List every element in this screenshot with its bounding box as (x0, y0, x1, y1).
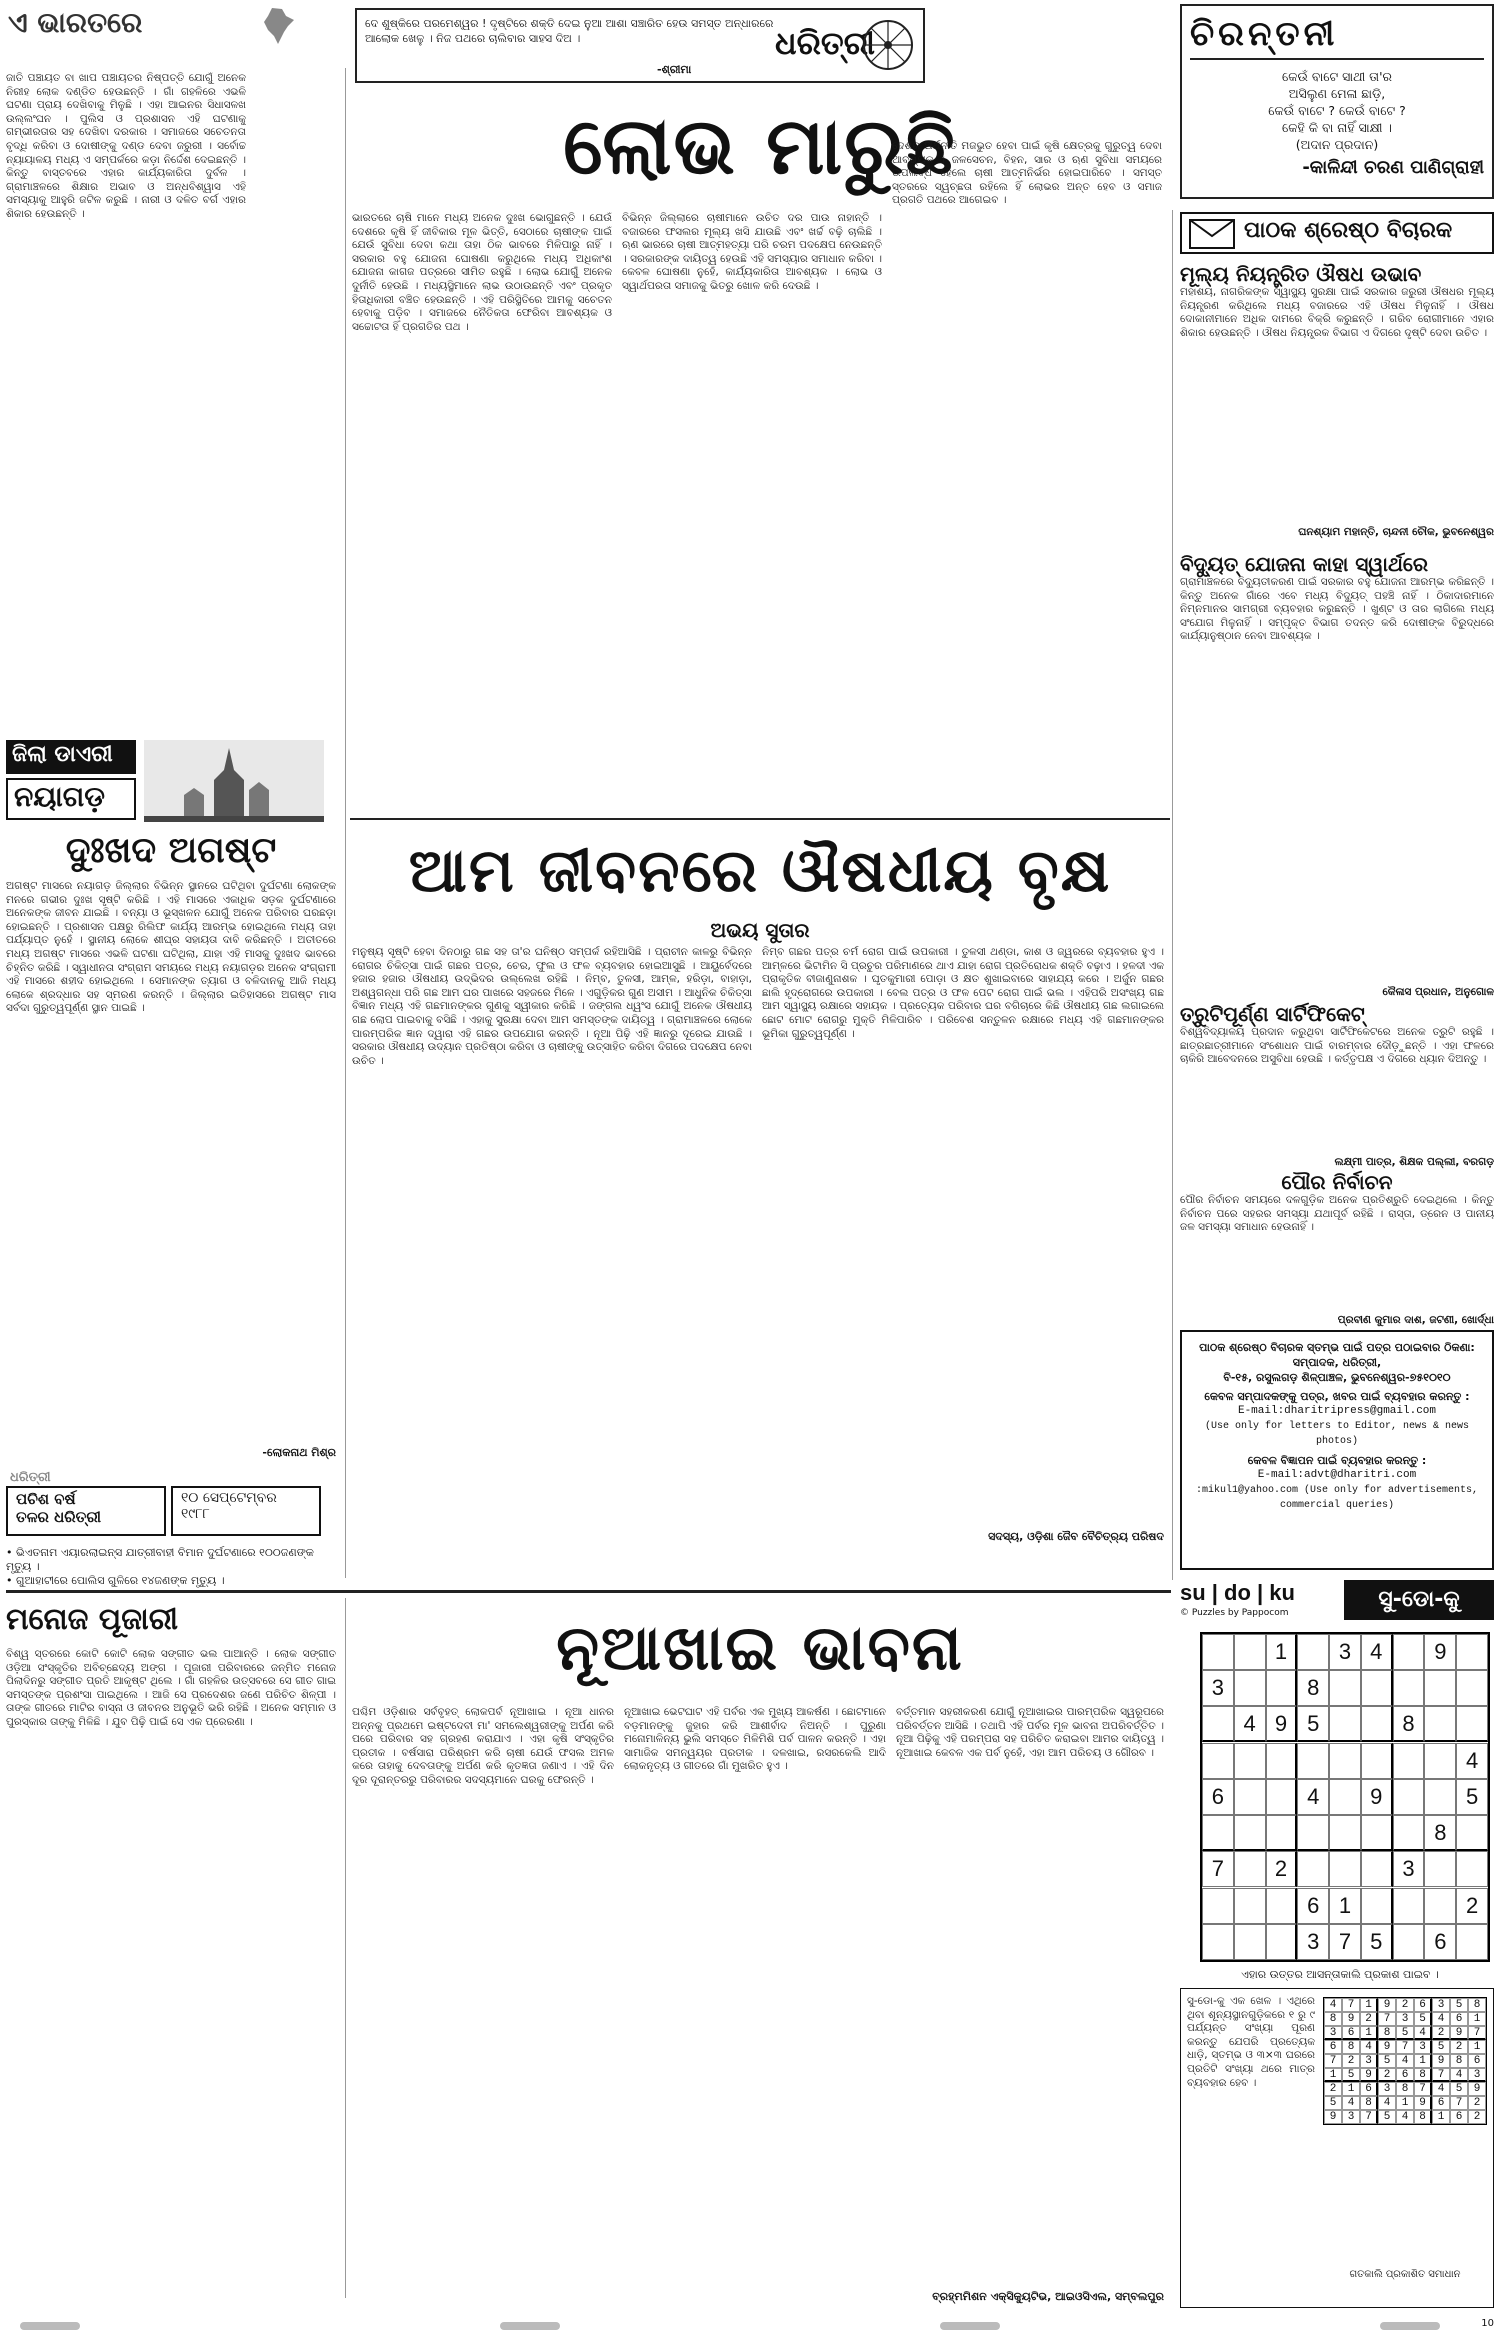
solution-cell: 4 (1342, 2096, 1360, 2110)
masthead-left-label (8, 6, 298, 46)
anniv-item: • ଗୁଆହାଟୀରେ ପୋଲିସ ଗୁଳିରେ ୧୪ଜଣଙ୍କ ମୃତ୍ୟୁ । (6, 1574, 225, 1587)
bottom-section-rule (6, 1590, 1171, 1593)
anniv-item-text: ଭିଏତନାମ ଏୟାରଲାଇନ୍ସ ଯାତ୍ରୀବାହୀ ବିମାନ ଦୁର୍ଘଟଣାରେ ୧୦୦ଜଣଙ୍କ ମୃତ୍ୟୁ । (6, 1546, 314, 1573)
sudoku-cell[interactable] (1266, 1743, 1298, 1779)
solution-cell: 1 (1414, 2054, 1432, 2068)
sudoku-prev-solution (1323, 1997, 1487, 2125)
anniv-tag: ଧରିତ୍ରୀ (10, 1470, 51, 1485)
solution-cell: 2 (1432, 2026, 1450, 2040)
letter-sign: ପ୍ରବୀଣ କୁମାର ଦାଶ, ଜଟଣୀ, ଖୋର୍ଦ୍ଧା (1337, 1314, 1494, 1326)
sudoku-rules-box (1180, 1988, 1494, 2308)
solution-cell: 7 (1414, 2082, 1432, 2096)
solution-cell: 2 (1450, 2040, 1468, 2054)
solution-cell: 5 (1378, 2054, 1396, 2068)
solution-cell: 6 (1396, 2068, 1414, 2082)
letter-sign: କୈଳାସ ପ୍ରଧାନ, ଅନୁଗୋଳ (1382, 986, 1494, 998)
solution-cell: 7 (1342, 1998, 1360, 2012)
sudoku-cell[interactable] (1202, 1888, 1234, 1924)
solution-cell: 7 (1432, 2068, 1450, 2082)
solution-cell: 6 (1324, 2040, 1342, 2054)
sudoku-cell: 5 (1361, 1924, 1393, 1960)
sudoku-cell[interactable] (1234, 1779, 1266, 1815)
solution-cell: 1 (1342, 2082, 1360, 2096)
poem-line: କେଉଁ ବାଟେ ? କେଉଁ ବାଟେ ? (1268, 103, 1406, 118)
poem-line: ଅସିଲୁଣ ମେଳା ଛାଡ଼ି, (1288, 86, 1386, 101)
column-divider (345, 68, 346, 1578)
solution-cell: 8 (1342, 2040, 1360, 2054)
sudoku-cell[interactable] (1234, 1888, 1266, 1924)
anniv-date-box (171, 1486, 321, 1536)
solution-cell: 3 (1378, 2082, 1396, 2096)
footer-mark (20, 2322, 80, 2330)
sudoku-cell: 3 (1393, 1851, 1425, 1887)
sudoku-cell[interactable] (1266, 1888, 1298, 1924)
sudoku-cell: 7 (1329, 1924, 1361, 1960)
bottom-left-headline: ମନୋଜ ପୂଜାରୀ (6, 1602, 179, 1637)
solution-cell: 5 (1432, 2040, 1450, 2054)
letter-1 (1180, 262, 1494, 539)
solution-cell: 8 (1414, 2110, 1432, 2124)
sudoku-cell[interactable] (1202, 1924, 1234, 1960)
solution-cell: 6 (1360, 2082, 1378, 2096)
sudoku-cell[interactable] (1234, 1670, 1266, 1706)
sudoku-cell: 6 (1424, 1924, 1456, 1960)
sudoku-cell: 4 (1361, 1634, 1393, 1670)
sudoku-cell[interactable] (1424, 1743, 1456, 1779)
solution-cell: 9 (1468, 2082, 1486, 2096)
district-diary (6, 740, 326, 822)
sudoku-cell[interactable] (1393, 1815, 1425, 1851)
solution-cell: 3 (1414, 2040, 1432, 2054)
column-divider (1172, 210, 1173, 1580)
chakra-icon (861, 18, 915, 72)
quote-box (355, 8, 925, 83)
editorial-col1: ଭାରତରେ ଚାଷି ମାନେ ମଧ୍ୟ ଅନେକ ଦୁଃଖ ଭୋଗୁଛନ୍ତି । ଯେଉଁ ଦେଶରେ କୃଷି ହିଁ ଜୀବିକାର ମୂଳ ଭିତ୍ତି, ସେଠାରେ ଚାଷୀଙ୍କ ପାଇଁ ଯେଉଁ ସୁବିଧା ଦେବା କଥା ତାହା ଠିକ ଭାବରେ ମିଳିପାରୁ ନାହିଁ । ସରକାର ବହୁ ଯୋଜନା ଘୋଷଣା କରୁଥିଲେ ମଧ୍ୟ ଅଧିକାଂଶ ଯୋଜନା କାଗଜ ପତ୍ରରେ ସୀମିତ ରହୁଛି । ଲୋଭ ଯୋଗୁଁ ଅନେକ ଦୁର୍ନୀତି ହେଉଛି । ମଧ୍ୟସ୍ଥିମାନେ ଲାଭ ଉଠାଉଛନ୍ତି ଏବଂ ପ୍ରକୃତ ହିତାଧିକାରୀ ବଞ୍ଚିତ ହେଉଛନ୍ତି । ଏହି ପରିସ୍ଥିତିରେ ଆମକୁ ସଚେତନ ହେବାକୁ ପଡ଼ିବ । ସମାଜରେ ନୈତିକତା ଫେରିବା ଆବଶ୍ୟକ ଓ ସଚ୍ଚୋଟତା ହିଁ ପ୍ରଗତିର ପଥ । (352, 212, 612, 333)
sudoku-cell: 4 (1297, 1779, 1329, 1815)
feature-author: ଅଭୟ ସୁତାର (710, 918, 810, 942)
sudoku-cell[interactable] (1297, 1743, 1329, 1779)
story-headline: ଦୁଃଖଦ ଅଗଷ୍ଟ (65, 830, 277, 871)
letter-3 (1180, 1002, 1494, 1169)
sudoku-cell[interactable] (1361, 1706, 1393, 1742)
solution-cell: 7 (1396, 2040, 1414, 2054)
sudoku-cell[interactable] (1202, 1743, 1234, 1779)
bharat-label: ଏ ଭାରତରେ (8, 6, 143, 39)
quote-text: ଦେ ଶୁଷ୍କିରେ ପରମେଶ୍ୱର ! ଦୃଷ୍ଟିରେ ଶକ୍ତି ଦେଇ ନୁଆ ଆଶା ସଞ୍ଚାରିତ ହେଉ ସମସ୍ତ ଅନ୍ଧାରରେ ଆଲୋକ ଖେଳୁ । ନିଜ ପଥରେ ଚାଲିବାର ସାହସ ଦିଅ । (365, 17, 774, 45)
editorial-col2: ବିଭିନ୍ନ ଜିଲ୍ଲାରେ ଚାଷୀମାନେ ଉଚିତ ଦର ପାଉ ନାହାନ୍ତି । ବଜାରରେ ଫସଲର ମୂଲ୍ୟ ଖସି ଯାଉଛି ଏବଂ ଖର୍ଚ୍ଚ ବଢ଼ି ଚାଲିଛି । ଋଣ ଭାରରେ ଚାଷୀ ଆତ୍ମହତ୍ୟା ପରି ଚରମ ପଦକ୍ଷେପ ନେଉଛନ୍ତି । ସରକାରଙ୍କ ଦାୟିତ୍ୱ ହେଉଛି ଏହି ସମସ୍ୟାର ସମାଧାନ କରିବା । କେବଳ ଘୋଷଣା ନୁହେଁ, କାର୍ଯ୍ୟକାରିତା ଆବଶ୍ୟକ । ଲୋଭ ଓ ସ୍ୱାର୍ଥପରତା ସମାଜକୁ ଭିତରୁ ଖୋଳ କରି ଦେଉଛି । (622, 212, 882, 292)
sudoku-cell[interactable] (1329, 1851, 1361, 1887)
solution-cell: 9 (1378, 1998, 1396, 2012)
feature-col1: ମନୁଷ୍ୟ ସୃଷ୍ଟି ହେବା ଦିନଠାରୁ ଗଛ ସହ ତା'ର ଘନିଷ୍ଠ ସମ୍ପର୍କ ରହିଆସିଛି । ପ୍ରାଚୀନ କାଳରୁ ବିଭିନ୍ନ ରୋଗର ଚିକିତ୍ସା ପାଇଁ ଗଛର ପତ୍ର, ଚେର, ଫୁଲ ଓ ଫଳ ବ୍ୟବହାର ହୋଇଆସୁଛି । ଆୟୁର୍ବେଦରେ ହଜାର ହଜାର ଔଷଧୀୟ ଉଦ୍ଭିଦର ଉଲ୍ଲେଖ ରହିଛି । ନିମ୍ବ, ତୁଳସୀ, ଆମ୍ଳ, ହରିଡ଼ା, ବାହାଡ଼ା, ଅଶ୍ୱଗନ୍ଧା ପରି ଗଛ ଆମ ଘର ପାଖରେ ସହଜରେ ମିଳେ । ଏଗୁଡ଼ିକର ଗୁଣ ଅସୀମ । ଆଧୁନିକ ଚିକିତ୍ସା ବିଜ୍ଞାନ ମଧ୍ୟ ଏହି ଗଛମାନଙ୍କର ଗୁଣକୁ ସ୍ୱୀକାର କରିଛି । ଜଙ୍ଗଲ ଧ୍ୱଂସ ଯୋଗୁଁ ଅନେକ ଔଷଧୀୟ ଗଛ ଲୋପ ପାଇବାକୁ ବସିଛି । ଏହାକୁ ସୁରକ୍ଷା ଦେବା ଆମ ସମସ୍ତଙ୍କ ଦାୟିତ୍ୱ । ଗ୍ରାମାଞ୍ଚଳରେ ଲୋକେ ପାରମ୍ପରିକ ଜ୍ଞାନ ଦ୍ୱାରା ଏହି ଗଛର ଉପଯୋଗ କରନ୍ତି । ନୂଆ ପିଢ଼ି ଏହି ଜ୍ଞାନରୁ ଦୂରେଇ ଯାଉଛି । ସରକାର ଔଷଧୀୟ ଉଦ୍ୟାନ ପ୍ରତିଷ୍ଠା କରିବା ଓ ଚାଷୀଙ୍କୁ ଉତ୍ସାହିତ କରିବା ଦିଗରେ ପଦକ୍ଷେପ ନେବା ଉଚିତ । (352, 946, 752, 1067)
sudoku-cell[interactable] (1393, 1743, 1425, 1779)
letter-title: ବିଦ୍ୟୁତ୍ ଯୋଜନା କାହା ସ୍ୱାର୍ଥରେ (1180, 552, 1429, 576)
sudoku-cell[interactable] (1424, 1670, 1456, 1706)
chirantani-box (1180, 4, 1494, 199)
solution-cell: 8 (1324, 2012, 1342, 2026)
sudoku-cell[interactable] (1361, 1888, 1393, 1924)
paper-name: ଧରିତ୍ରୀ (775, 24, 875, 62)
letter-text: ପୌର ନିର୍ବାଚନ ସମୟରେ ଦଳଗୁଡ଼ିକ ଅନେକ ପ୍ରତିଶ୍ରୁତି ଦେଇଥିଲେ । କିନ୍ତୁ ନିର୍ବାଚନ ପରେ ସହରର ସମସ୍ୟା ଯଥାପୂର୍ବ ରହିଛି । ରାସ୍ତା, ଡ୍ରେନ ଓ ପାନୀୟ ଜଳ ସମସ୍ୟା ସମାଧାନ ହେଉନାହିଁ । (1180, 1194, 1494, 1234)
solution-cell: 3 (1396, 2012, 1414, 2026)
sudoku-header (1180, 1580, 1494, 1626)
solution-cell: 1 (1468, 2040, 1486, 2054)
solution-cell: 2 (1342, 2054, 1360, 2068)
solution-cell: 1 (1360, 1998, 1378, 2012)
address-line: କେବଳ ବିଜ୍ଞାପନ ପାଇଁ ବ୍ୟବହାର କରନ୍ତୁ : (1247, 1454, 1427, 1467)
sudoku-cell[interactable] (1456, 1924, 1488, 1960)
solution-cell: 7 (1324, 2054, 1342, 2068)
sudoku-grid[interactable] (1200, 1632, 1490, 1962)
page-number: 10 (1481, 2318, 1494, 2329)
sudoku-cell: 6 (1202, 1779, 1234, 1815)
bottom-col2: ନୂଆଖାଇ ଭେଟଘାଟ ଏହି ପର୍ବର ଏକ ମୁଖ୍ୟ ଆକର୍ଷଣ । ଛୋଟମାନେ ବଡ଼ମାନଙ୍କୁ ଜୁହାର କରି ଆଶୀର୍ବାଦ ନିଅନ୍ତି । ପୁରୁଣା ମନୋମାଳିନ୍ୟ ଭୁଲି ସମସ୍ତେ ମିଳିମିଶି ପର୍ବ ପାଳନ କରନ୍ତି । ଏହା ସାମାଜିକ ସମନ୍ୱୟର ପ୍ରତୀକ । ଦଳଖାଇ, ରସରକେଲି ଆଦି ଲୋକନୃତ୍ୟ ଓ ଗୀତରେ ଗାଁ ମୁଖରିତ ହୁଏ । (624, 1706, 886, 1773)
solution-cell: 9 (1414, 2096, 1432, 2110)
solution-cell: 9 (1342, 2012, 1360, 2026)
chirantani-author: -କାଳିନ୍ଦୀ ଚରଣ ପାଣିଗ୍ରାହୀ (1302, 157, 1484, 178)
solution-cell: 4 (1432, 2082, 1450, 2096)
solution-cell: 3 (1342, 2110, 1360, 2124)
solution-cell: 2 (1378, 2068, 1396, 2082)
solution-cell: 5 (1450, 2082, 1468, 2096)
letter-text: ମହାଶୟ, ନାଗରିକଙ୍କ ସ୍ୱାସ୍ଥ୍ୟ ସୁରକ୍ଷା ପାଇଁ ସରକାର ଜରୁରୀ ଔଷଧର ମୂଲ୍ୟ ନିୟନ୍ତ୍ରଣ କରିଥିଲେ ମଧ୍ୟ ବଜାରରେ ଏହି ଔଷଧ ମିଳୁନାହିଁ । ଔଷଧ ଦୋକାନୀମାନେ ଅଧିକ ଦାମରେ ବିକ୍ରି କରୁଛନ୍ତି । ଗରିବ ରୋଗୀମାନେ ଏହାର ଶିକାର ହେଉଛନ୍ତି । ଔଷଧ ନିୟନ୍ତ୍ରକ ବିଭାଗ ଏ ଦିଗରେ ଦୃଷ୍ଟି ଦେବା ଉଚିତ । (1180, 286, 1494, 339)
sudoku-title: ସୁ-ଡୋ-କୁ (1344, 1580, 1494, 1620)
sudoku-cell[interactable] (1297, 1634, 1329, 1670)
solution-cell: 1 (1396, 2096, 1414, 2110)
letter-title: ପୌର ନିର୍ବାଚନ (1281, 1170, 1393, 1194)
sudoku-cell[interactable] (1202, 1815, 1234, 1851)
letter-2 (1180, 552, 1494, 999)
solution-cell: 8 (1378, 2026, 1396, 2040)
editorial-bottom-rule (350, 818, 1170, 820)
sudoku-cell[interactable] (1329, 1743, 1361, 1779)
readers-title-box (1180, 212, 1494, 254)
sudoku-cell[interactable] (1393, 1888, 1425, 1924)
solution-cell: 4 (1450, 2068, 1468, 2082)
left-column-text: ଜାତି ପଞ୍ଚାୟତ ବା ଖାପ ପଞ୍ଚାୟତର ନିଷ୍ପତ୍ତି ଯୋଗୁଁ ଅନେକ ନିରୀହ ଲୋକ ଦଣ୍ଡିତ ହେଉଛନ୍ତି । ଗାଁ ଗହଳିରେ ଏଭଳି ଘଟଣା ପ୍ରାୟ ଦେଖିବାକୁ ମିଳୁଛି । ଏହା ଆଇନର ସିଧାସଳଖ ଉଲ୍ଲଂଘନ । ପୁଲିସ ଓ ପ୍ରଶାସନ ଏହି ଘଟଣାକୁ ଗମ୍ଭୀରତାର ସହ ଦେଖିବା ଦରକାର । ସମାଜରେ ସଚେତନତା ବୃଦ୍ଧି କରିବା ଓ ଦୋଷୀଙ୍କୁ ଦଣ୍ଡ ଦେବା ଜରୁରୀ । ସର୍ବୋଚ୍ଚ ନ୍ୟାୟାଳୟ ମଧ୍ୟ ଏ ସମ୍ପର୍କରେ କଡ଼ା ନିର୍ଦ୍ଦେଶ ଦେଇଛନ୍ତି । କିନ୍ତୁ ବାସ୍ତବରେ ଏହାର କାର୍ଯ୍ୟକାରିତା ଦୁର୍ବଳ । ଗ୍ରାମାଞ୍ଚଳରେ ଶିକ୍ଷାର ଅଭାବ ଓ ଅନ୍ଧବିଶ୍ୱାସ ଏହି ସମସ୍ୟାକୁ ଆହୁରି ଜଟିଳ କରୁଛି । ନାରୀ ଓ ଦଳିତ ବର୍ଗ ଏହାର ଶିକାର ହେଉଛନ୍ତି । (6, 72, 246, 220)
sudoku-cell: 4 (1234, 1706, 1266, 1742)
anniv-line2: ତଳର ଧରିତ୍ରୀ (16, 1508, 101, 1526)
solution-cell: 4 (1396, 2110, 1414, 2124)
story-author: -ଲୋକନାଥ ମିଶ୍ର (262, 1446, 336, 1459)
readers-section-title: ପାଠକ ଶ୍ରେଷ୍ଠ ବିଚାରକ (1244, 218, 1453, 243)
solution-cell: 5 (1414, 2012, 1432, 2026)
sudoku-cell[interactable] (1234, 1743, 1266, 1779)
solution-cell: 1 (1432, 2110, 1450, 2124)
paper-logo (775, 18, 915, 74)
bottom-left-text: ବିଶ୍ୱ ସ୍ତରରେ କୋଟି କୋଟି ଲୋକ ସଙ୍ଗୀତ ଭଲ ପାଆନ୍ତି । ଲୋକ ସଙ୍ଗୀତ ଓଡ଼ିଆ ସଂସ୍କୃତିର ଅବିଚ୍ଛେଦ୍ୟ ଅଙ୍ଗ । ପୂଜାରୀ ପରିବାରରେ ଜନ୍ମିତ ମନୋଜ ପିଲାଦିନରୁ ସଙ୍ଗୀତ ପ୍ରତି ଆକୃଷ୍ଟ ଥିଲେ । ଗାଁ ଗହଳିର ଉତ୍ସବରେ ସେ ଗୀତ ଗାଇ ସମସ୍ତଙ୍କ ପ୍ରଶଂସା ପାଇଥିଲେ । ଆଜି ସେ ପ୍ରଦେଶର ଜଣେ ପରିଚିତ ଶିଳ୍ପୀ । ତାଙ୍କ ଗୀତରେ ମାଟିର ବାସ୍ନା ଓ ଜୀବନର ଅନୁଭୂତି ଭରି ରହିଛି । ଅନେକ ସମ୍ମାନ ଓ ପୁରସ୍କାର ତାଙ୍କୁ ମିଳିଛି । ଯୁବ ପିଢ଼ି ପାଇଁ ସେ ଏକ ପ୍ରେରଣା । (6, 1648, 336, 1728)
sudoku-cell: 4 (1456, 1743, 1488, 1779)
poem-line: କେଉଁ ବାଟେ ସାଥୀ ତା'ର (1281, 69, 1393, 84)
letter-sign: ଲକ୍ଷ୍ମୀ ପାତ୍ର, ଶିକ୍ଷକ ପଲ୍ଲୀ, ବରଗଡ଼ (1334, 1156, 1494, 1168)
letter-4 (1180, 1170, 1494, 1327)
solution-cell: 6 (1450, 2110, 1468, 2124)
solution-cell: 3 (1468, 2068, 1486, 2082)
solution-cell: 4 (1396, 2054, 1414, 2068)
bottom-signoff: ବ୍ରହ୍ମମିଶନ ଏକ୍ସିକ୍ୟୁଟିଭ, ଆଇଓସିଏଲ, ସମ୍ବଲପୁର (932, 2290, 1164, 2303)
sudoku-cell: 9 (1361, 1779, 1393, 1815)
bottom-col3: ବର୍ତ୍ତମାନ ସହରୀକରଣ ଯୋଗୁଁ ନୂଆଖାଇର ପାରମ୍ପରିକ ସ୍ୱରୂପରେ ପରିବର୍ତ୍ତନ ଆସିଛି । ତଥାପି ଏହି ପର୍ବର ମୂଳ ଭାବନା ଅପରିବର୍ତ୍ତିତ । ନୂଆ ପିଢ଼ିକୁ ଏହି ପରମ୍ପରା ସହ ପରିଚିତ କରାଇବା ଆମର ଦାୟିତ୍ୱ । ନୂଆଖାଇ କେବଳ ଏକ ପର୍ବ ନୁହେଁ, ଏହା ଆମ ପରିଚୟ ଓ ଗୌରବ । (896, 1706, 1164, 1759)
email-note: (Use only for letters to Editor, news & news photos) (1204, 1421, 1470, 1447)
solution-cell: 4 (1414, 2026, 1432, 2040)
sudoku-cell: 8 (1393, 1706, 1425, 1742)
anniv-line1: ପଚିଶ ବର୍ଷ (16, 1490, 76, 1508)
solution-cell: 1 (1324, 2068, 1342, 2082)
sudoku-logo-sub: © Puzzles by Pappocom (1180, 1608, 1289, 1618)
solution-cell: 2 (1468, 2110, 1486, 2124)
sudoku-cell[interactable] (1266, 1779, 1298, 1815)
sudoku-cell[interactable] (1456, 1851, 1488, 1887)
email-link[interactable]: E-mail:advt@dharitri.com (1257, 1469, 1417, 1481)
solution-cell: 6 (1450, 2012, 1468, 2026)
sudoku-cell: 9 (1424, 1634, 1456, 1670)
sudoku-cell: 8 (1297, 1670, 1329, 1706)
solution-cell: 4 (1378, 2096, 1396, 2110)
sudoku-cell: 3 (1297, 1924, 1329, 1960)
sudoku-cell[interactable] (1424, 1706, 1456, 1742)
sudoku-cell: 5 (1456, 1779, 1488, 1815)
feature-headline: ଆମ ଜୀବନରେ ଔଷଧୀୟ ବୃକ୍ଷ (408, 836, 1112, 906)
solution-cell: 7 (1378, 2012, 1396, 2026)
sudoku-cell[interactable] (1361, 1851, 1393, 1887)
address-line: ସମ୍ପାଦକ, ଧରିତ୍ରୀ, (1292, 1356, 1382, 1369)
solution-cell: 9 (1450, 2026, 1468, 2040)
poem-line: କେହି କି ବା ନାହିଁ ସାକ୍ଷୀ । (1281, 120, 1393, 135)
solution-cell: 3 (1432, 1998, 1450, 2012)
sudoku-answer-note: ଏହାର ଉତ୍ତର ଆସନ୍ତାକାଲି ପ୍ରକାଶ ପାଇବ । (1241, 1968, 1439, 1981)
sudoku-cell[interactable] (1424, 1779, 1456, 1815)
sudoku-cell[interactable] (1361, 1743, 1393, 1779)
email-link[interactable]: E-mail:dharitripress@gmail.com (1237, 1405, 1437, 1417)
anniversary-box (6, 1470, 336, 1540)
feature-col2: ନିମ୍ବ ଗଛର ପତ୍ର ଚର୍ମ ରୋଗ ପାଇଁ ଉପକାରୀ । ତୁଳସୀ ଥଣ୍ଡା, କାଶ ଓ ଜ୍ୱରରେ ବ୍ୟବହାର ହୁଏ । ଆମ୍ଳରେ ଭିଟାମିନ ସି ପ୍ରଚୁର ପରିମାଣରେ ଥାଏ ଯାହା ରୋଗ ପ୍ରତିରୋଧକ ଶକ୍ତି ବଢ଼ାଏ । ହଳଦୀ ଏକ ପ୍ରାକୃତିକ ବୀଜାଣୁନାଶକ । ଘୃତକୁମାରୀ ପୋଡ଼ା ଓ କ୍ଷତ ଶୁଖାଇବାରେ ସାହାଯ୍ୟ କରେ । ଅର୍ଜୁନ ଗଛର ଛାଲି ହୃଦ୍‌ରୋଗରେ ଉପକାରୀ । ବେଲ ପତ୍ର ଓ ଫଳ ପେଟ ରୋଗ ପାଇଁ ଭଲ । ଏହିପରି ଅସଂଖ୍ୟ ଗଛ ଆମ ସ୍ୱାସ୍ଥ୍ୟ ରକ୍ଷାରେ ସହାୟକ । ପ୍ରତ୍ୟେକ ପରିବାର ଘର ବଗିଚାରେ କିଛି ଔଷଧୀୟ ଗଛ ଲଗାଇଲେ ଛୋଟ ମୋଟ ରୋଗରୁ ମୁକ୍ତି ମିଳିପାରିବ । ପରିବେଶ ସନ୍ତୁଳନ ରକ୍ଷାରେ ମଧ୍ୟ ଏହି ଗଛମାନଙ୍କର ଭୂମିକା ଗୁରୁତ୍ୱପୂର୍ଣ୍ଣ । (762, 946, 1164, 1040)
solution-cell: 7 (1450, 2096, 1468, 2110)
letter-sign: ଘନଶ୍ୟାମ ମହାନ୍ତି, ଚାନ୍ଦନୀ ଚୌକ, ଭୁବନେଶ୍ୱର (1298, 526, 1494, 538)
footer-bar (0, 2318, 1500, 2334)
sudoku-cell[interactable] (1361, 1815, 1393, 1851)
solution-cell: 1 (1360, 2026, 1378, 2040)
sudoku-cell[interactable] (1456, 1706, 1488, 1742)
solution-cell: 3 (1324, 2026, 1342, 2040)
feature-signoff: ସଦସ୍ୟ, ଓଡ଼ିଶା ଜୈବ ବୈଚିତ୍ର୍ୟ ପରିଷଦ (988, 1530, 1164, 1543)
sudoku-cell[interactable] (1329, 1815, 1361, 1851)
sudoku-cell[interactable] (1456, 1634, 1488, 1670)
temple-photo (144, 740, 324, 822)
solution-cell: 7 (1360, 2110, 1378, 2124)
sudoku-cell: 3 (1329, 1634, 1361, 1670)
sudoku-cell[interactable] (1456, 1815, 1488, 1851)
solution-cell: 8 (1360, 2096, 1378, 2110)
sudoku-cell[interactable] (1297, 1851, 1329, 1887)
solution-cell: 6 (1414, 1998, 1432, 2012)
sudoku-cell: 8 (1424, 1815, 1456, 1851)
sudoku-cell: 2 (1456, 1888, 1488, 1924)
solution-cell: 2 (1360, 2012, 1378, 2026)
solution-cell: 2 (1468, 2096, 1486, 2110)
anniv-date2: ୧୯୮୮ (181, 1506, 210, 1522)
editorial-col3: ଦେଶର ଅର୍ଥନୀତି ମଜଭୁତ ହେବା ପାଇଁ କୃଷି କ୍ଷେତ୍ରକୁ ଗୁରୁତ୍ୱ ଦେବା ଆବଶ୍ୟକ । ଜଳସେଚନ, ବିହନ, ସାର ଓ ଋଣ ସୁବିଧା ସମୟରେ ଉପଲବ୍ଧ ହେଲେ ଚାଷୀ ଆତ୍ମନିର୍ଭର ହୋଇପାରିବେ । ସମସ୍ତ ସ୍ତରରେ ସ୍ୱଚ୍ଛତା ରହିଲେ ହିଁ ଲୋଭର ଅନ୍ତ ହେବ ଓ ସମାଜ ପ୍ରଗତି ପଥରେ ଆଗେଇବ । (892, 140, 1162, 207)
solution-cell: 6 (1432, 2096, 1450, 2110)
sudoku-cell[interactable] (1393, 1924, 1425, 1960)
letter-title: ତ୍ରୁଟିପୂର୍ଣ୍ଣ ସାର୍ଟିଫିକେଟ୍ (1180, 1002, 1365, 1026)
chirantani-title: ଚିରନ୍ତନୀ (1190, 14, 1484, 60)
sudoku-cell[interactable] (1456, 1670, 1488, 1706)
sudoku-cell[interactable] (1329, 1706, 1361, 1742)
anniv-items (6, 1546, 336, 1588)
solution-cell: 2 (1324, 2082, 1342, 2096)
solution-cell: 8 (1450, 2054, 1468, 2068)
sudoku-cell: 3 (1202, 1670, 1234, 1706)
bottom-col1: ପଶ୍ଚିମ ଓଡ଼ିଶାର ସର୍ବବୃହତ୍ ଲୋକପର୍ବ ନୂଆଖାଇ । ନୂଆ ଧାନର ଅନ୍ନକୁ ପ୍ରଥମେ ଇଷ୍ଟଦେବୀ ମା' ସମଲେଶ୍ୱରୀଙ୍କୁ ଅର୍ପଣ କରି ପରେ ପରିବାର ସହ ଗ୍ରହଣ କରାଯାଏ । ଏହା କୃଷି ସଂସ୍କୃତିର ପ୍ରତୀକ । ବର୍ଷସାରା ପରିଶ୍ରମ କରି ଚାଷୀ ଯେଉଁ ଫସଲ ଅମଳ କରେ ତାହାକୁ ଦେବତାଙ୍କୁ ଅର୍ପଣ କରି କୃତଜ୍ଞତା ଜଣାଏ । ଏହି ଦିନ ଦୂର ଦୂରାନ୍ତରରୁ ପରିବାରର ସଦସ୍ୟମାନେ ଘରକୁ ଫେରନ୍ତି । (352, 1706, 614, 1786)
sudoku-logo: su | do | ku (1180, 1580, 1295, 1605)
sudoku-cell[interactable] (1234, 1815, 1266, 1851)
solution-cell: 5 (1324, 2096, 1342, 2110)
sudoku-cell: 6 (1297, 1888, 1329, 1924)
sudoku-cell: 1 (1266, 1634, 1298, 1670)
sudoku-cell[interactable] (1329, 1670, 1361, 1706)
sudoku-cell[interactable] (1202, 1634, 1234, 1670)
sudoku-cell[interactable] (1393, 1779, 1425, 1815)
solution-cell: 8 (1414, 2068, 1432, 2082)
solution-cell: 5 (1450, 1998, 1468, 2012)
solution-cell: 6 (1468, 2054, 1486, 2068)
sudoku-cell: 9 (1266, 1706, 1298, 1742)
solution-cell: 9 (1378, 2040, 1396, 2054)
bottom-main-headline: ନୂଆଖାଇ ଭାବନା (556, 1611, 964, 1684)
diary-place: ନୟାଗଡ଼ (6, 778, 136, 820)
sudoku-cell[interactable] (1234, 1851, 1266, 1887)
sudoku-prev-caption: ଗତକାଲି ପ୍ରକାଶିତ ସମାଧାନ (1349, 2269, 1461, 2280)
footer-mark (940, 2322, 1000, 2330)
email-note[interactable]: :mikul1@yahoo.com (Use only for advertisements, commercial queries) (1195, 1485, 1479, 1511)
sudoku-cell[interactable] (1234, 1924, 1266, 1960)
sudoku-cell[interactable] (1266, 1670, 1298, 1706)
anniv-item: • ଭିଏତନାମ ଏୟାରଲାଇନ୍ସ ଯାତ୍ରୀବାହୀ ବିମାନ ଦୁର୍ଘଟଣାରେ ୧୦୦ଜଣଙ୍କ ମୃତ୍ୟୁ । (6, 1546, 314, 1573)
poem-line: (ଅଦାନ ପ୍ରଦାନ) (1295, 137, 1379, 152)
sudoku-cell[interactable] (1266, 1924, 1298, 1960)
sudoku-cell[interactable] (1424, 1888, 1456, 1924)
sudoku-cell[interactable] (1329, 1779, 1361, 1815)
diary-label: ଜିଲା ଡାଏରୀ (6, 740, 136, 774)
solution-cell: 3 (1360, 2054, 1378, 2068)
solution-cell: 7 (1468, 2026, 1486, 2040)
sudoku-cell: 2 (1266, 1851, 1298, 1887)
solution-cell: 2 (1396, 1998, 1414, 2012)
india-map-icon (258, 6, 298, 46)
solution-cell: 9 (1324, 2110, 1342, 2124)
solution-cell: 9 (1360, 2068, 1378, 2082)
sudoku-cell[interactable] (1297, 1815, 1329, 1851)
sudoku-cell[interactable] (1393, 1634, 1425, 1670)
sudoku-rules: ସୁ-ଡୋ-କୁ ଏକ ଖେଳ । ଏଥିରେ ଥିବା ଶୂନ୍ୟସ୍ଥାନଗୁଡ଼ିକରେ ୧ ରୁ ୯ ପର୍ଯ୍ୟନ୍ତ ସଂଖ୍ୟା ପୂରଣ କରନ୍ତୁ ଯେପରି ପ୍ରତ୍ୟେକ ଧାଡ଼ି, ସ୍ତମ୍ଭ ଓ ୩×୩ ଘରରେ ପ୍ରତିଟି ସଂଖ୍ୟା ଥରେ ମାତ୍ର ବ୍ୟବହାର ହେବ । (1187, 1995, 1315, 2089)
solution-cell: 4 (1324, 1998, 1342, 2012)
sudoku-cell[interactable] (1202, 1706, 1234, 1742)
solution-cell: 9 (1432, 2054, 1450, 2068)
solution-cell: 4 (1432, 2012, 1450, 2026)
column-divider (345, 1598, 346, 2298)
envelope-icon (1188, 216, 1238, 252)
anniv-item-text: ଗୁଆହାଟୀରେ ପୋଲିସ ଗୁଳିରେ ୧୪ଜଣଙ୍କ ମୃତ୍ୟୁ । (16, 1574, 225, 1587)
solution-cell: 5 (1342, 2068, 1360, 2082)
letter-title: ମୂଲ୍ୟ ନିୟନ୍ତ୍ରିତ ଔଷଧ ଉଭାବ (1180, 262, 1422, 286)
solution-cell: 5 (1396, 2026, 1414, 2040)
quote-author: -ଶ୍ରୀମା (657, 63, 692, 76)
address-line: କେବଳ ସମ୍ପାଦକଙ୍କୁ ପତ୍ର, ଖବର ପାଇଁ ବ୍ୟବହାର କରନ୍ତୁ : (1204, 1390, 1470, 1403)
sudoku-cell[interactable] (1424, 1851, 1456, 1887)
chirantani-poem (1190, 68, 1484, 153)
anniv-date1: ୧୦ ସେପ୍ଟେମ୍ବର (181, 1490, 277, 1506)
sudoku-cell[interactable] (1361, 1670, 1393, 1706)
solution-cell: 8 (1468, 1998, 1486, 2012)
sudoku-cell[interactable] (1393, 1670, 1425, 1706)
solution-cell: 6 (1342, 2026, 1360, 2040)
editorial-headline: ଲୋଭ ମାରୁଛି (563, 102, 957, 192)
address-intro: ପାଠକ ଶ୍ରେଷ୍ଠ ବିଚାରକ ସ୍ତମ୍ଭ ପାଇଁ ପତ୍ର ପଠାଇବାର ଠିକଣା: (1199, 1341, 1475, 1354)
sudoku-cell[interactable] (1266, 1815, 1298, 1851)
anniv-title-box (6, 1486, 166, 1536)
story-text: ଅଗଷ୍ଟ ମାସରେ ନୟାଗଡ଼ ଜିଲ୍ଲାର ବିଭିନ୍ନ ସ୍ଥାନରେ ଘଟିଥିବା ଦୁର୍ଘଟଣା ଲୋକଙ୍କ ମନରେ ଗଭୀର ଦୁଃଖ ସୃଷ୍ଟି କରିଛି । ଏହି ମାସରେ ଏକାଧିକ ସଡ଼କ ଦୁର୍ଘଟଣାରେ ଅନେକଙ୍କ ଜୀବନ ଯାଇଛି । ବନ୍ୟା ଓ ଭୂସ୍ଖଳନ ଯୋଗୁଁ ଅନେକ ପରିବାର ଘରଛଡ଼ା ହୋଇଛନ୍ତି । ପ୍ରଶାସନ ପକ୍ଷରୁ ରିଲିଫ କାର୍ଯ୍ୟ ଆରମ୍ଭ ହୋଇଥିଲେ ମଧ୍ୟ ତାହା ପର୍ଯ୍ୟାପ୍ତ ନୁହେଁ । ସ୍ଥାନୀୟ ଲୋକେ ଶୀଘ୍ର ସହାୟତା ଦାବି କରିଛନ୍ତି । ଅତୀତରେ ମଧ୍ୟ ଅଗଷ୍ଟ ମାସରେ ଏଭଳି ଘଟଣା ଘଟିଥିଲା, ଯାହା ଏହି ମାସକୁ ଦୁଃଖଦ ଭାବରେ ଚିହ୍ନିତ କରିଛି । ସ୍ୱାଧୀନତା ସଂଗ୍ରାମ ସମୟରେ ମଧ୍ୟ ନୟାଗଡ଼ର ଅନେକ ସଂଗ୍ରାମୀ ଏହି ମାସରେ ଶହୀଦ ହୋଇଥିଲେ । ସେମାନଙ୍କ ତ୍ୟାଗ ଓ ବଳିଦାନକୁ ଆଜି ମଧ୍ୟ ଲୋକେ ଶ୍ରଦ୍ଧାର ସହ ସ୍ମରଣ କରନ୍ତି । ଜିଲ୍ଲାର ଇତିହାସରେ ଅଗଷ୍ଟ ମାସ ସର୍ବଦା ଗୁରୁତ୍ୱପୂର୍ଣ୍ଣ ସ୍ଥାନ ପାଇଛି । (6, 880, 336, 1015)
footer-mark (500, 2322, 560, 2330)
solution-cell: 8 (1396, 2082, 1414, 2096)
solution-cell: 4 (1360, 2040, 1378, 2054)
address-box (1180, 1330, 1494, 1570)
solution-cell: 1 (1468, 2012, 1486, 2026)
sudoku-cell: 5 (1297, 1706, 1329, 1742)
sudoku-cell[interactable] (1234, 1634, 1266, 1670)
address-line: ବି-୧୫, ରସୁଲଗଡ଼ ଶିଳ୍ପାଞ୍ଚଳ, ଭୁବନେଶ୍ୱର-୭୫୧୦୧୦ (1223, 1371, 1451, 1384)
letter-text: ଗ୍ରାମାଞ୍ଚଳରେ ବିଦ୍ୟୁତୀକରଣ ପାଇଁ ସରକାର ବହୁ ଯୋଜନା ଆରମ୍ଭ କରିଛନ୍ତି । କିନ୍ତୁ ଅନେକ ଗାଁରେ ଏବେ ମଧ୍ୟ ବିଦ୍ୟୁତ୍ ପହଞ୍ଚି ନାହିଁ । ଠିକାଦାରମାନେ ନିମ୍ନମାନର ସାମଗ୍ରୀ ବ୍ୟବହାର କରୁଛନ୍ତି । ଖୁଣ୍ଟ ଓ ତାର ଲାଗିଲେ ମଧ୍ୟ ସଂଯୋଗ ମିଳୁନାହିଁ । ସମ୍ପୃକ୍ତ ବିଭାଗ ତଦନ୍ତ କରି ଦୋଷୀଙ୍କ ବିରୁଦ୍ଧରେ କାର୍ଯ୍ୟାନୁଷ୍ଠାନ ନେବା ଆବଶ୍ୟକ । (1180, 576, 1494, 643)
sudoku-cell: 7 (1202, 1851, 1234, 1887)
letter-text: ବିଶ୍ୱବିଦ୍ୟାଳୟ ପ୍ରଦାନ କରୁଥିବା ସାର୍ଟିଫିକେଟରେ ଅନେକ ତ୍ରୁଟି ରହୁଛି । ଛାତ୍ରଛାତ୍ରୀମାନେ ସଂଶୋଧନ ପାଇଁ ବାରମ୍ବାର ଦୌଡ଼ୁଛନ୍ତି । ଏହା ଫଳରେ ଚାକିରି ଆବେଦନରେ ଅସୁବିଧା ହେଉଛି । କର୍ତ୍ତୃପକ୍ଷ ଏ ଦିଗରେ ଧ୍ୟାନ ଦିଅନ୍ତୁ । (1180, 1026, 1494, 1066)
sudoku-cell: 1 (1329, 1888, 1361, 1924)
solution-cell: 5 (1378, 2110, 1396, 2124)
footer-mark (1380, 2322, 1440, 2330)
